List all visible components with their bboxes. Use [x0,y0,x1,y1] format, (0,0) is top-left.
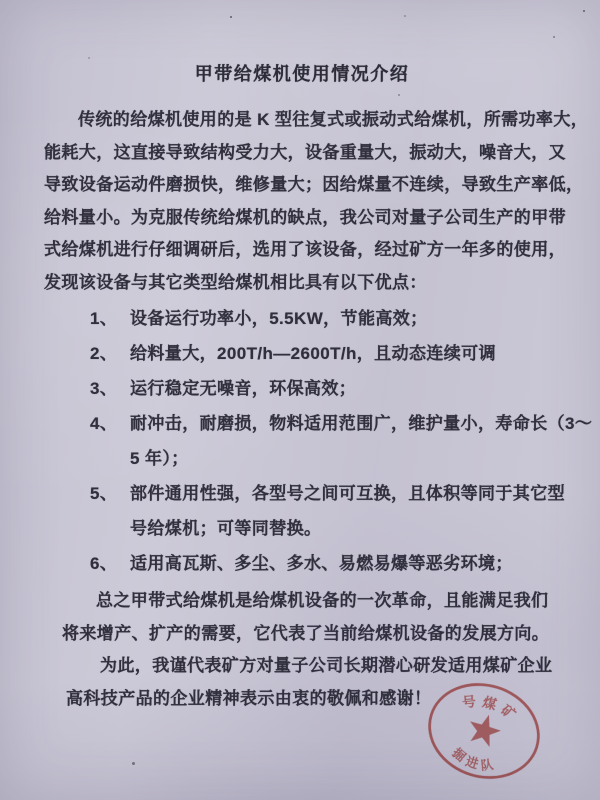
summary-paragraph [62,585,560,650]
paragraph-line: 为此，我谨代表矿方对量子公司长期潜心研发适用煤矿企业 [100,656,553,675]
advantages-list [90,301,593,581]
paragraph-line: 总之甲带式给煤机是给煤机设备的一次革命，且能满足我们 [96,591,549,610]
list-item [90,406,593,476]
list-item [90,301,560,336]
svg-text:号煤矿 [457,687,525,728]
paragraph-line: 导致设备运动件磨损快，维修量大；因给煤量不连续，导致生产率低， [44,175,584,194]
list-item [90,476,565,546]
list-item [90,546,560,581]
stamp-bottom-text: 掘进队 [449,744,499,774]
document-content [44,60,593,715]
intro-paragraph [44,104,589,299]
list-item-number: 1、 [90,309,118,328]
paragraph-line: 将来增产、扩产的需要，它代表了当前给煤机设备的发展方向。 [62,623,550,643]
list-item-number: 3、 [90,379,118,398]
paragraph-line: 能耗大，这直接导致结构受力大，设备重量大，振动大，噪音大，又 [44,142,566,162]
list-item-text: 运行稳定无噪音，环保高效； [130,379,357,398]
list-item [90,371,560,406]
paragraph-line: 给料量小。为克服传统给煤机的缺点，我公司对量子公司生产的甲带 [44,207,566,227]
paragraph-line: 式给煤机进行仔细调研后，选用了该设备，经过矿方一年多的使用， [44,240,566,259]
paragraph-line: 发现该设备与其它类型给煤机相比具有以下优点： [44,272,427,292]
stamp-top-text: 号煤矿 [461,693,523,726]
list-item-text: 5 年）； [130,449,189,468]
list-item-text: 设备运行功率小，5.5KW，节能高效； [130,309,428,328]
list-item-text: 耐冲击，耐磨损，物料适用范围广，维护量小，寿命长（3～ [130,414,593,433]
list-item-text: 适用高瓦斯、多尘、多水、易燃易爆等恶劣环境； [130,554,513,573]
list-item-number: 4、 [90,414,118,433]
document-title: 甲带给煤机使用情况介绍 [194,64,410,84]
list-item-text: 部件通用性强，各型号之间可互换，且体积等同于其它型 [130,484,565,503]
list-item [90,336,560,371]
red-seal-stamp [418,676,550,786]
list-item-number: 2、 [90,344,118,363]
list-item-text: 给料量大，200T/h—2600T/h，且动态连续可调 [130,344,496,363]
list-item-number: 6、 [90,554,118,573]
paragraph-line: 高科技产品的企业精神表示由衷的敬佩和感谢！ [66,688,432,708]
list-item-number: 5、 [90,484,118,503]
list-item-text: 号给煤机；可等同替换。 [130,519,322,538]
stamp-star-icon [465,710,505,749]
svg-text:掘进队 [447,742,503,777]
paragraph-line: 传统的给煤机使用的是 K 型往复式或振动式给煤机，所需功率大， [78,110,589,129]
